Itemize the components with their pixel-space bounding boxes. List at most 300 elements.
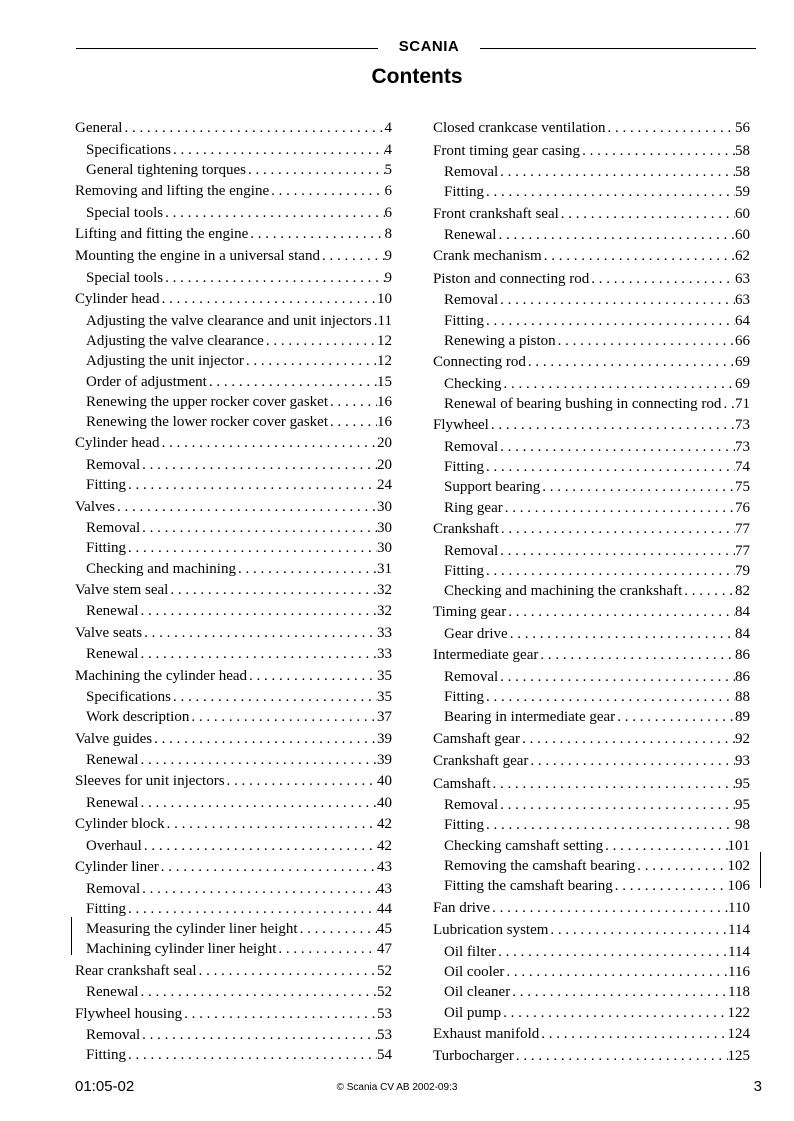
- toc-entry-page: 37: [377, 709, 392, 726]
- toc-entry-title: Ring gear: [444, 499, 503, 516]
- toc-entry-title: Removal: [444, 797, 499, 814]
- toc-entry-title: Renewing the lower rocker cover gasket: [86, 414, 328, 431]
- dot-leader: [248, 224, 384, 244]
- toc-entry-page: 11: [377, 312, 392, 329]
- toc-entry-title: Renewal: [86, 603, 139, 620]
- toc-entry-title: Renewing the upper rocker cover gasket: [86, 393, 328, 410]
- toc-entry[interactable]: [75, 268, 392, 288]
- dot-leader: [138, 644, 377, 664]
- dot-leader: [499, 519, 735, 539]
- dot-leader: [615, 707, 735, 727]
- toc-entry[interactable]: [75, 856, 392, 879]
- toc-entry-title: General tightening torques: [86, 161, 246, 178]
- dot-leader: [548, 920, 728, 940]
- toc-entry-page: 47: [377, 941, 392, 958]
- dot-leader: [490, 898, 728, 918]
- toc-entry-title: Removal: [444, 164, 499, 180]
- document-code: 01:05-02: [75, 1078, 135, 1095]
- toc-entry-title: Fitting: [86, 477, 127, 494]
- header-rule-left: [76, 48, 378, 49]
- dot-leader: [484, 311, 735, 331]
- toc-entry-title: Work description: [86, 709, 190, 726]
- toc-entry-page: 102: [727, 858, 750, 875]
- toc-entry[interactable]: [433, 601, 750, 624]
- toc-entry[interactable]: [433, 728, 750, 751]
- toc-entry-title: Special tools: [86, 204, 164, 221]
- toc-entry-page: 77: [735, 521, 750, 538]
- dot-leader: [540, 477, 735, 497]
- toc-entry[interactable]: [433, 962, 750, 982]
- dot-leader: [589, 269, 735, 289]
- toc-entry-page: 53: [377, 1005, 392, 1022]
- dot-leader: [236, 559, 377, 579]
- dot-leader: [498, 437, 735, 457]
- dot-leader: [189, 707, 377, 727]
- change-bar-right: [760, 852, 761, 888]
- toc-entry-page: 35: [377, 689, 392, 706]
- toc-entry-title: Fitting: [444, 459, 485, 476]
- toc-entry[interactable]: [75, 601, 392, 621]
- toc-entry-title: Closed crankcase ventilation: [433, 120, 606, 136]
- toc-entry[interactable]: [75, 351, 392, 371]
- dot-leader: [138, 601, 377, 621]
- toc-entry-title: Special tools: [86, 269, 164, 286]
- toc-entry-title: Support bearing: [444, 479, 541, 496]
- toc-entry[interactable]: [433, 561, 750, 581]
- toc-entry-title: Cylinder block: [75, 816, 165, 833]
- toc-entry-title: Order of adjustment: [86, 373, 207, 390]
- toc-entry-title: Adjusting the unit injector: [86, 353, 244, 370]
- dot-leader: [138, 793, 377, 813]
- toc-entry-title: Removing the camshaft bearing: [444, 858, 636, 875]
- toc-entry[interactable]: [433, 437, 750, 457]
- toc-entry-title: Renewal of bearing bushing in connecting rod: [444, 396, 722, 413]
- toc-entry[interactable]: [433, 140, 750, 163]
- toc-entry[interactable]: [433, 457, 750, 477]
- dot-leader: [138, 750, 377, 770]
- toc-entry-page: 40: [377, 773, 392, 790]
- toc-entry-page: 12: [377, 332, 392, 349]
- toc-entry-page: 124: [727, 1025, 750, 1042]
- toc-entry-title: Valves: [75, 498, 115, 515]
- toc-entry[interactable]: [75, 1025, 392, 1045]
- toc-entry[interactable]: [75, 331, 392, 351]
- toc-entry-page: 30: [377, 540, 392, 557]
- toc-entry-title: Removal: [444, 542, 499, 559]
- toc-entry-title: Removal: [444, 292, 499, 309]
- toc-entry-page: 84: [735, 604, 750, 621]
- dot-leader: [246, 160, 385, 180]
- toc-entry-title: Fitting: [86, 1047, 127, 1064]
- toc-entry-title: Flywheel housing: [75, 1005, 183, 1022]
- toc-entry[interactable]: [433, 897, 750, 920]
- toc-entry-page: 75: [735, 479, 750, 496]
- dot-leader: [528, 751, 735, 771]
- toc-entry-title: Fitting: [86, 540, 127, 557]
- dot-leader: [171, 687, 377, 707]
- dot-leader: [498, 667, 735, 687]
- toc-entry[interactable]: [433, 856, 750, 876]
- toc-entry-page: 45: [377, 921, 392, 938]
- toc-entry-title: Adjusting the valve clearance and unit injectors: [86, 312, 372, 329]
- toc-entry-title: Valve guides: [75, 730, 153, 747]
- toc-entry[interactable]: [75, 793, 392, 813]
- toc-entry-page: 5: [384, 161, 392, 178]
- toc-entry[interactable]: [433, 162, 750, 182]
- dot-leader: [159, 857, 377, 877]
- toc-entry[interactable]: [75, 180, 392, 203]
- toc-entry-title: Front crankshaft seal: [433, 205, 559, 222]
- toc-entry-title: Overhaul: [86, 837, 142, 854]
- toc-entry-title: Sleeves for unit injectors: [75, 773, 225, 790]
- toc-entry[interactable]: [433, 876, 750, 896]
- toc-entry-title: Specifications: [86, 141, 171, 158]
- toc-entry-page: 16: [377, 414, 392, 431]
- toc-entry-page: 88: [735, 689, 750, 706]
- toc-entry[interactable]: [75, 644, 392, 664]
- toc-entry-title: Cylinder head: [75, 291, 160, 308]
- toc-entry[interactable]: [75, 1003, 392, 1026]
- dot-leader: [496, 225, 735, 245]
- dot-leader: [520, 729, 735, 749]
- dot-leader: [498, 541, 735, 561]
- dot-leader: [160, 289, 377, 309]
- toc-entry-title: Renewal: [86, 984, 139, 1001]
- toc-entry-title: Fitting: [86, 900, 127, 917]
- toc-entry[interactable]: [75, 1045, 392, 1065]
- dot-leader: [526, 352, 735, 372]
- toc-entry-page: 84: [735, 625, 750, 642]
- toc-entry[interactable]: [433, 117, 750, 140]
- toc-entry-page: 95: [735, 775, 750, 792]
- dot-leader: [580, 141, 735, 161]
- toc-entry[interactable]: [75, 496, 392, 519]
- dot-leader: [140, 518, 377, 538]
- toc-entry[interactable]: [75, 392, 392, 412]
- toc-entry[interactable]: [75, 559, 392, 579]
- toc-entry[interactable]: [75, 140, 392, 160]
- dot-leader: [484, 561, 735, 581]
- toc-entry-title: Intermediate gear: [433, 647, 539, 664]
- toc-entry[interactable]: [433, 750, 750, 773]
- toc-entry-page: 15: [377, 373, 392, 390]
- toc-entry-page: 62: [735, 248, 750, 265]
- toc-entry-title: General: [75, 120, 123, 136]
- toc-entry[interactable]: [75, 879, 392, 899]
- dot-leader: [539, 1024, 727, 1044]
- toc-entry-page: 63: [735, 270, 750, 287]
- toc-entry-title: Fitting: [444, 689, 485, 706]
- toc-entry[interactable]: [75, 687, 392, 707]
- toc-entry-title: Oil pump: [444, 1004, 502, 1021]
- dot-leader: [264, 331, 377, 351]
- dot-leader: [269, 181, 384, 201]
- toc-entry-title: Camshaft: [433, 775, 491, 792]
- toc-entry-page: 6: [384, 183, 392, 200]
- toc-entry[interactable]: [75, 770, 392, 793]
- toc-entry-page: 58: [735, 142, 750, 159]
- toc-entry[interactable]: [75, 372, 392, 392]
- toc-entry-page: 52: [377, 984, 392, 1001]
- toc-entry-title: Fan drive: [433, 899, 491, 916]
- toc-entry-page: 66: [735, 332, 750, 349]
- dot-leader: [503, 498, 735, 518]
- dot-leader: [556, 331, 735, 351]
- toc-entry[interactable]: [433, 290, 750, 310]
- toc-entry-title: Mounting the engine in a universal stand: [75, 248, 320, 265]
- toc-entry-title: Fitting: [444, 184, 485, 201]
- toc-entry-title: Cylinder head: [75, 435, 160, 452]
- dot-leader: [510, 982, 728, 1002]
- toc-entry[interactable]: [433, 518, 750, 541]
- toc-entry-title: Valve seats: [75, 624, 143, 641]
- toc-entry[interactable]: [433, 311, 750, 331]
- dot-leader: [115, 497, 377, 517]
- toc-entry[interactable]: [433, 331, 750, 351]
- toc-entry[interactable]: [433, 182, 750, 202]
- toc-entry-page: 59: [735, 184, 750, 201]
- toc-entry[interactable]: [433, 624, 750, 644]
- toc-entry[interactable]: [433, 982, 750, 1002]
- toc-entry[interactable]: [433, 414, 750, 437]
- toc-entry-page: 76: [735, 499, 750, 516]
- toc-entry[interactable]: [433, 203, 750, 226]
- dot-leader: [635, 856, 727, 876]
- toc-entry-title: Measuring the cylinder liner height: [86, 921, 298, 938]
- toc-entry-title: Removal: [86, 1027, 141, 1044]
- toc-entry-page: 32: [377, 603, 392, 620]
- dot-leader: [496, 942, 728, 962]
- toc-entry-page: 4: [384, 141, 392, 158]
- toc-entry[interactable]: [433, 667, 750, 687]
- toc-entry-page: 125: [727, 1048, 750, 1065]
- toc-entry[interactable]: [75, 432, 392, 455]
- toc-entry[interactable]: [433, 581, 750, 601]
- toc-entry-page: 98: [735, 817, 750, 834]
- toc-entry-page: 20: [377, 456, 392, 473]
- toc-entry-title: Fitting: [444, 312, 485, 329]
- toc-entry[interactable]: [75, 982, 392, 1002]
- dot-leader: [138, 982, 377, 1002]
- toc-entry[interactable]: [433, 1045, 750, 1068]
- toc-entry[interactable]: [433, 351, 750, 374]
- toc-entry-page: 31: [377, 560, 392, 577]
- header-rule-right: [480, 48, 756, 49]
- toc-entry[interactable]: [433, 942, 750, 962]
- dot-leader: [542, 246, 735, 266]
- dot-leader: [328, 392, 377, 412]
- toc-entry-page: 39: [377, 752, 392, 769]
- toc-entry[interactable]: [75, 455, 392, 475]
- page-number: 3: [753, 1078, 762, 1095]
- dot-leader: [142, 836, 377, 856]
- dot-leader: [484, 687, 735, 707]
- toc-entry[interactable]: [433, 541, 750, 561]
- toc-entry[interactable]: [75, 288, 392, 311]
- toc-entry-page: 54: [377, 1047, 392, 1064]
- toc-entry-title: Removal: [444, 438, 499, 455]
- dot-leader: [140, 1025, 377, 1045]
- toc-entry[interactable]: [75, 412, 392, 432]
- toc-entry[interactable]: [433, 795, 750, 815]
- toc-entry[interactable]: [75, 960, 392, 983]
- toc-entry-title: Renewal: [444, 227, 497, 244]
- toc-entry-page: 30: [377, 498, 392, 515]
- toc-entry-title: Timing gear: [433, 604, 507, 621]
- toc-entry[interactable]: [75, 813, 392, 836]
- toc-entry-page: 43: [377, 880, 392, 897]
- toc-entry[interactable]: [433, 374, 750, 394]
- toc-entry[interactable]: [433, 225, 750, 245]
- toc-entry[interactable]: [75, 203, 392, 223]
- toc-entry-title: Removal: [86, 520, 141, 537]
- toc-entry-title: Crank mechanism: [433, 248, 542, 265]
- dot-leader: [165, 814, 377, 834]
- toc-entry-title: Checking: [444, 375, 502, 392]
- toc-entry-title: Machining cylinder liner height: [86, 941, 277, 958]
- dot-leader: [126, 899, 377, 919]
- toc-entry[interactable]: [433, 394, 750, 414]
- toc-entry-title: Machining the cylinder head: [75, 667, 248, 684]
- toc-entry[interactable]: [75, 939, 392, 959]
- dot-leader: [298, 919, 377, 939]
- toc-entry-title: Flywheel: [433, 417, 489, 434]
- toc-entry[interactable]: [75, 117, 392, 140]
- toc-entry[interactable]: [433, 919, 750, 942]
- toc-entry-page: 82: [735, 583, 750, 600]
- toc-entry[interactable]: [75, 311, 392, 331]
- toc-entry[interactable]: [433, 644, 750, 667]
- toc-entry-page: 42: [377, 837, 392, 854]
- toc-entry-page: 33: [377, 646, 392, 663]
- dot-leader: [182, 1004, 377, 1024]
- toc-entry-page: 101: [727, 837, 750, 854]
- toc-entry-page: 10: [377, 291, 392, 308]
- toc-entry[interactable]: [75, 836, 392, 856]
- toc-entry-page: 73: [735, 417, 750, 434]
- toc-entry-title: Checking and machining: [86, 560, 236, 577]
- toc-entry[interactable]: [433, 477, 750, 497]
- toc-entry[interactable]: [433, 773, 750, 796]
- dot-leader: [152, 729, 377, 749]
- toc-entry-title: Piston and connecting rod: [433, 270, 590, 287]
- toc-entry-page: 30: [377, 520, 392, 537]
- toc-entry[interactable]: [75, 518, 392, 538]
- toc-entry-page: 8: [384, 225, 392, 242]
- toc-entry-page: 71: [735, 396, 750, 413]
- dot-leader: [168, 580, 377, 600]
- dot-leader: [126, 475, 377, 495]
- dot-leader: [484, 457, 735, 477]
- change-bar-left: [71, 917, 72, 955]
- toc-entry[interactable]: [75, 475, 392, 495]
- dot-leader: [613, 876, 728, 896]
- dot-leader: [122, 118, 384, 138]
- dot-leader: [320, 246, 385, 266]
- toc-entry-title: Removal: [86, 880, 141, 897]
- toc-entry-page: 32: [377, 581, 392, 598]
- toc-entry[interactable]: [75, 750, 392, 770]
- toc-entry-title: Checking and machining the crankshaft: [444, 583, 683, 600]
- toc-entry-title: Crankshaft gear: [433, 753, 529, 770]
- toc-entry[interactable]: [433, 268, 750, 291]
- toc-entry-page: 63: [735, 292, 750, 309]
- dot-leader: [498, 290, 735, 310]
- dot-leader: [171, 140, 385, 160]
- toc-entry[interactable]: [75, 160, 392, 180]
- dot-leader: [721, 394, 735, 414]
- toc-entry-page: 44: [377, 900, 392, 917]
- dot-leader: [163, 203, 384, 223]
- toc-entry-page: 42: [377, 816, 392, 833]
- toc-entry-title: Cylinder liner: [75, 859, 159, 876]
- toc-entry[interactable]: [433, 707, 750, 727]
- toc-entry-page: 114: [728, 922, 750, 939]
- toc-entry-page: 6: [384, 204, 392, 221]
- toc-entry[interactable]: [433, 1023, 750, 1046]
- toc-entry[interactable]: [75, 245, 392, 268]
- dot-leader: [484, 182, 735, 202]
- dot-leader: [140, 879, 377, 899]
- toc-entry-title: Removal: [444, 668, 499, 685]
- toc-entry-title: Crankshaft: [433, 521, 499, 538]
- toc-entry-title: Connecting rod: [433, 354, 526, 371]
- toc-entry-title: Renewal: [86, 752, 139, 769]
- toc-entry-page: 64: [735, 312, 750, 329]
- toc-entry[interactable]: [75, 707, 392, 727]
- toc-entry-page: 79: [735, 562, 750, 579]
- toc-entry[interactable]: [433, 1003, 750, 1023]
- toc-entry[interactable]: [75, 728, 392, 751]
- toc-entry[interactable]: [433, 836, 750, 856]
- toc-entry[interactable]: [75, 919, 392, 939]
- toc-entry-title: Removing and lifting the engine: [75, 183, 270, 200]
- toc-entry[interactable]: [75, 899, 392, 919]
- toc-entry-title: Fitting: [444, 562, 485, 579]
- toc-entry-page: 60: [735, 205, 750, 222]
- toc-entry[interactable]: [433, 687, 750, 707]
- toc-entry[interactable]: [75, 622, 392, 645]
- toc-entry-page: 93: [735, 753, 750, 770]
- toc-entry[interactable]: [433, 815, 750, 835]
- toc-entry[interactable]: [75, 579, 392, 602]
- toc-entry-title: Checking camshaft setting: [444, 837, 604, 854]
- toc-entry-page: 122: [727, 1004, 750, 1021]
- toc-entry-title: Oil cleaner: [444, 984, 511, 1001]
- toc-entry[interactable]: [433, 245, 750, 268]
- dot-leader: [605, 118, 735, 138]
- toc-entry-page: 56: [735, 120, 750, 136]
- toc-entry-page: 12: [377, 353, 392, 370]
- toc-entry[interactable]: [75, 538, 392, 558]
- toc-entry-title: Camshaft gear: [433, 730, 521, 747]
- toc-entry[interactable]: [433, 498, 750, 518]
- dot-leader: [603, 836, 727, 856]
- toc-entry-title: Renewing a piston: [444, 332, 556, 349]
- dot-leader: [140, 455, 377, 475]
- toc-entry-title: Fitting the camshaft bearing: [444, 878, 613, 895]
- toc-entry-title: Oil cooler: [444, 963, 505, 980]
- toc-entry[interactable]: [75, 223, 392, 246]
- toc-entry-page: 110: [728, 899, 750, 916]
- dot-leader: [126, 1045, 377, 1065]
- dot-leader: [498, 162, 735, 182]
- toc-entry[interactable]: [75, 665, 392, 688]
- toc-entry-page: 69: [735, 375, 750, 392]
- dot-leader: [484, 815, 735, 835]
- toc-entry-page: 114: [728, 943, 750, 960]
- toc-entry-title: Lubrication system: [433, 922, 549, 939]
